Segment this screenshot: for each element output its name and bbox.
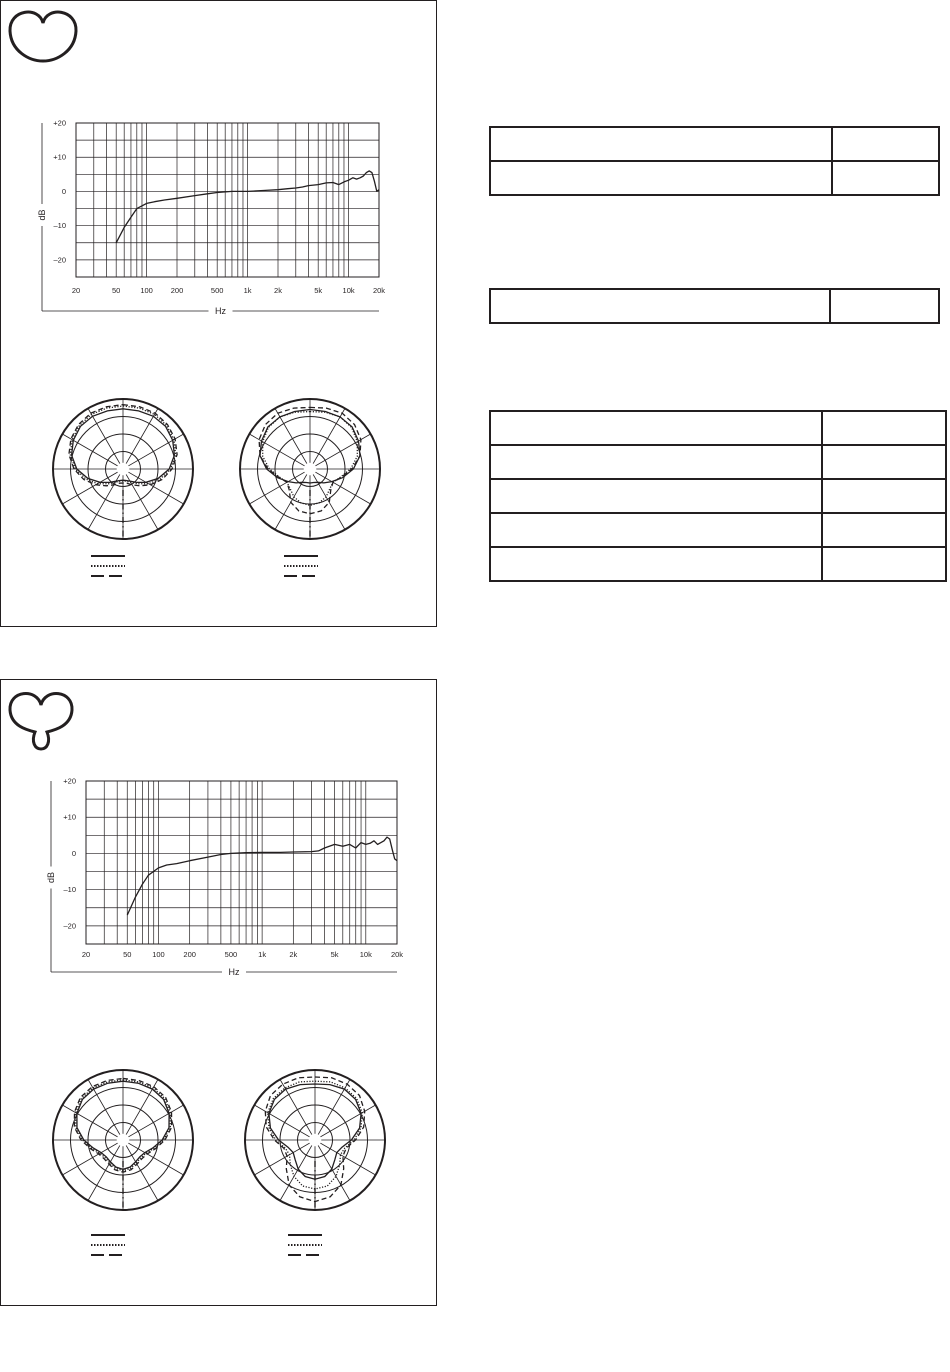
- polar-legend: [284, 556, 318, 576]
- y-tick-label: –20: [53, 255, 66, 265]
- x-axis-label: Hz: [228, 967, 240, 977]
- x-tick-label: 2k: [289, 950, 298, 959]
- x-tick-label: 5k: [314, 286, 323, 295]
- table-row: [490, 289, 939, 323]
- table-cell: [490, 445, 822, 479]
- x-tick-label: 500: [224, 950, 238, 959]
- table-cell: [490, 411, 822, 445]
- polar-center: [117, 463, 130, 476]
- table-cell: [822, 411, 946, 445]
- y-tick-label: 0: [61, 186, 66, 196]
- polar-legend: [288, 1235, 322, 1255]
- table-row: [490, 513, 946, 547]
- x-tick-label: 50: [123, 950, 132, 959]
- spec-table-2: [489, 288, 940, 324]
- table-row: [490, 479, 946, 513]
- polar-legend: [91, 556, 125, 576]
- table-cell: [822, 547, 946, 581]
- x-tick-label: 20: [81, 950, 91, 959]
- x-tick-label: 100: [152, 950, 165, 959]
- polar-center: [309, 1134, 322, 1147]
- y-axis-label: dB: [46, 871, 56, 884]
- x-tick-label: 10k: [359, 950, 372, 959]
- y-tick-label: +20: [63, 776, 76, 786]
- polar-plot: [53, 1070, 193, 1210]
- polar-center: [304, 463, 317, 476]
- table-cell: [490, 547, 822, 581]
- table-cell: [822, 513, 946, 547]
- plot-frame: [76, 123, 379, 277]
- table-row: [490, 411, 946, 445]
- table-cell: [490, 289, 830, 323]
- polar-legend: [91, 1235, 125, 1255]
- x-tick-label: 5k: [330, 950, 339, 959]
- table-cell: [490, 513, 822, 547]
- y-tick-label: +20: [53, 118, 66, 128]
- cardioid-icon: [10, 12, 76, 61]
- table-cell: [822, 479, 946, 513]
- table-cell: [822, 445, 946, 479]
- y-tick-label: +10: [53, 152, 66, 162]
- y-tick-label: +10: [63, 812, 76, 822]
- table-cell: [490, 127, 832, 161]
- x-tick-label: 200: [170, 286, 184, 295]
- polar-plot: [53, 399, 193, 539]
- plot-frame: [86, 781, 397, 944]
- table-cell: [832, 161, 939, 195]
- x-tick-label: 200: [183, 950, 196, 959]
- y-tick-label: 0: [71, 848, 76, 858]
- table-row: [490, 445, 946, 479]
- supercardioid-chart-svg: [1, 680, 438, 1307]
- x-tick-label: 500: [210, 286, 224, 295]
- supercardioid-icon: [10, 694, 72, 749]
- x-tick-label: 10k: [342, 286, 355, 295]
- x-tick-label: 1k: [243, 286, 252, 295]
- y-tick-label: –10: [63, 885, 76, 895]
- x-tick-label: 20k: [372, 286, 386, 295]
- table-cell: [830, 289, 939, 323]
- y-tick-label: –10: [53, 221, 66, 231]
- table-row: [490, 127, 939, 161]
- spec-table-3: [489, 410, 947, 582]
- x-tick-label: 100: [140, 286, 153, 295]
- x-tick-label: 20k: [390, 950, 404, 959]
- x-tick-label: 50: [112, 286, 121, 295]
- polar-center: [117, 1134, 130, 1147]
- spec-table-1: [489, 126, 940, 196]
- table-row: [490, 547, 946, 581]
- table-cell: [490, 479, 822, 513]
- y-tick-label: –20: [63, 921, 76, 931]
- frequency-response-panel-supercardioid: [0, 679, 437, 1306]
- cardioid-outline: [10, 12, 76, 61]
- table-row: [490, 161, 939, 195]
- cardioid-chart-svg: [1, 1, 438, 628]
- polar-plot: [245, 1070, 385, 1210]
- x-tick-label: 20: [71, 286, 81, 295]
- x-tick-label: 1k: [258, 950, 267, 959]
- table-cell: [832, 127, 939, 161]
- frequency-response-panel-cardioid: [0, 0, 437, 627]
- supercardioid-outline: [10, 694, 72, 749]
- table-cell: [490, 161, 832, 195]
- x-axis-label: Hz: [215, 306, 226, 316]
- polar-plot: [240, 399, 380, 539]
- x-tick-label: 2k: [274, 286, 282, 295]
- y-axis-label: dB: [37, 209, 47, 221]
